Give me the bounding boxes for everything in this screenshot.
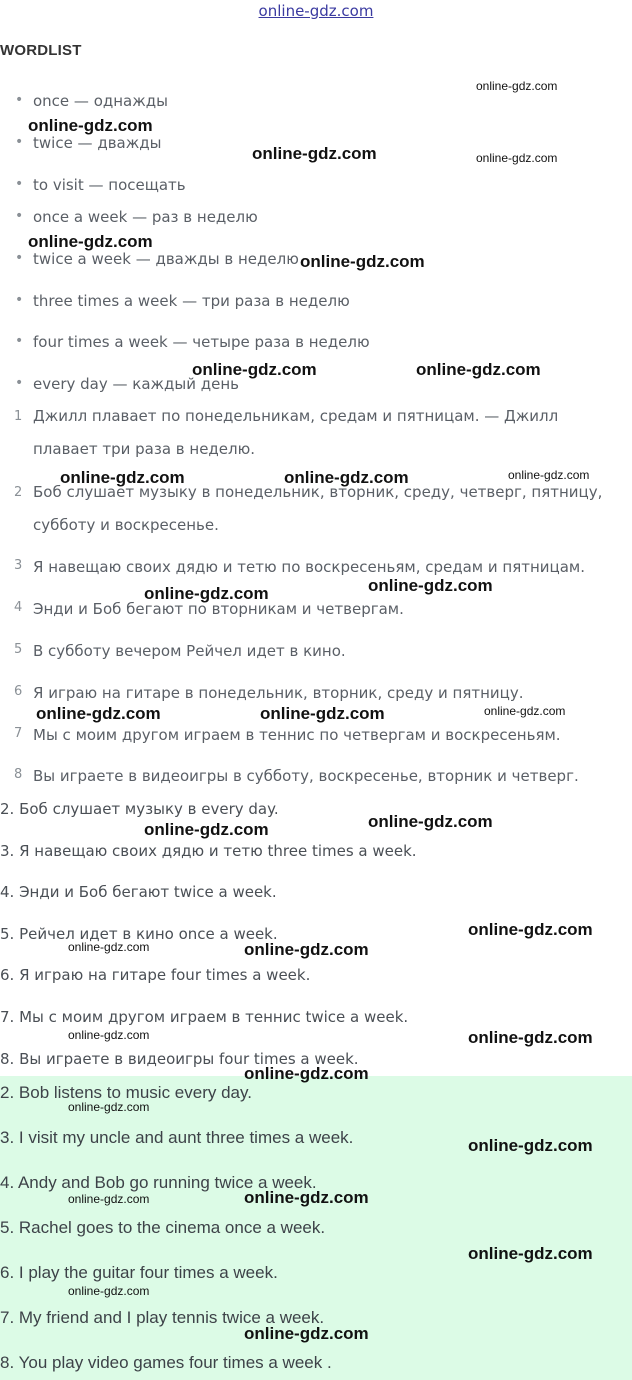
- watermark: online-gdz.com: [368, 576, 493, 595]
- bullet-icon: •: [15, 292, 24, 308]
- wordlist-item-text: once — однажды: [33, 92, 168, 110]
- watermark: online-gdz.com: [484, 704, 566, 718]
- watermark: online-gdz.com: [368, 812, 493, 831]
- bullet-icon: •: [15, 176, 24, 192]
- watermark: online-gdz.com: [468, 920, 593, 939]
- numbered-item: [14, 642, 346, 660]
- item-number: 1: [14, 409, 23, 424]
- bullet-icon: •: [15, 333, 24, 349]
- wordlist-title: WORDLIST: [0, 42, 82, 59]
- wordlist-item: [15, 176, 186, 194]
- item-text: Я играю на гитаре в понедельник, вторник, среду и пятницу.: [33, 684, 524, 702]
- bullet-icon: •: [15, 92, 24, 108]
- item-number: 7: [14, 726, 23, 741]
- watermark: online-gdz.com: [192, 360, 317, 379]
- wordlist-item-text: once a week — раз в неделю: [33, 208, 258, 226]
- answer-line: 4. Andy and Bob go running twice a week.: [0, 1173, 317, 1192]
- wordlist-item: [15, 134, 162, 152]
- numbered-item: [14, 726, 561, 744]
- watermark: online-gdz.com: [28, 232, 153, 251]
- item-number: 3: [14, 558, 23, 573]
- item-text: Джилл плавает по понедельникам, средам и пятницам. — Джилл плавает три раза в неделю.: [33, 407, 559, 458]
- wordlist-item-text: to visit — посещать: [33, 176, 186, 194]
- item-text: Вы играете в видеоигры в субботу, воскресенье, вторник и четверг.: [33, 767, 579, 785]
- watermark: online-gdz.com: [68, 1192, 150, 1206]
- watermark: online-gdz.com: [144, 820, 269, 839]
- bullet-icon: •: [15, 250, 24, 266]
- wordlist-item: [15, 208, 258, 226]
- wordlist-item: [15, 92, 168, 110]
- watermark: online-gdz.com: [144, 584, 269, 603]
- wordlist-item-text: twice — дважды: [33, 134, 162, 152]
- wordlist-item: [15, 292, 350, 310]
- watermark: online-gdz.com: [416, 360, 541, 379]
- wordlist-item-text: three times a week — три раза в неделю: [33, 292, 350, 310]
- item-number: 8: [14, 767, 23, 782]
- answer-line: 5. Rachel goes to the cinema once a week.: [0, 1218, 326, 1237]
- answer-line: 2. Боб слушает музыку в every day.: [0, 800, 279, 818]
- bullet-icon: •: [15, 375, 24, 391]
- item-number: 6: [14, 684, 23, 699]
- item-text: Мы с моим другом играем в теннис по четвергам и воскресеньям.: [33, 726, 561, 744]
- watermark: online-gdz.com: [68, 1284, 150, 1298]
- wordlist-item-text: every day — каждый день: [33, 375, 240, 393]
- watermark: online-gdz.com: [468, 1028, 593, 1047]
- item-number: 4: [14, 600, 23, 615]
- watermark: online-gdz.com: [476, 151, 558, 165]
- item-number: 2: [14, 485, 23, 500]
- watermark: online-gdz.com: [244, 1324, 369, 1343]
- answer-line: 7. Мы с моим другом играем в теннис twice a week.: [0, 1008, 409, 1026]
- answer-line: 6. Я играю на гитаре four times a week.: [0, 966, 311, 984]
- answer-line: 8. Вы играете в видеоигры four times a week.: [0, 1050, 359, 1068]
- answer-line: 8. You play video games four times a week .: [0, 1353, 332, 1372]
- answer-line: 6. I play the guitar four times a week.: [0, 1263, 278, 1282]
- watermark: online-gdz.com: [68, 1028, 150, 1042]
- watermark: online-gdz.com: [244, 940, 369, 959]
- wordlist-item: [15, 250, 299, 268]
- watermark: online-gdz.com: [68, 1100, 150, 1114]
- watermark: online-gdz.com: [476, 79, 558, 93]
- bullet-icon: •: [15, 208, 24, 224]
- watermark: online-gdz.com: [68, 940, 150, 954]
- answer-line: 4. Энди и Боб бегают twice a week.: [0, 883, 277, 901]
- wordlist-item-text: twice a week — дважды в неделю: [33, 250, 299, 268]
- item-text: Я навещаю своих дядю и тетю по воскресеньям, средам и пятницам.: [33, 558, 586, 576]
- answer-line: 3. Я навещаю своих дядю и тетю three times a week.: [0, 842, 417, 860]
- wordlist-item-text: four times a week — четыре раза в неделю: [33, 333, 370, 351]
- watermark: online-gdz.com: [468, 1136, 593, 1155]
- numbered-item: [14, 767, 579, 785]
- wordlist-item: [15, 333, 370, 351]
- watermark: online-gdz.com: [252, 144, 377, 163]
- answer-line: 2. Bob listens to music every day.: [0, 1083, 252, 1102]
- bullet-icon: •: [15, 134, 24, 150]
- answer-line: 3. I visit my uncle and aunt three times a week.: [0, 1128, 354, 1147]
- answer-line: 7. My friend and I play tennis twice a week.: [0, 1308, 325, 1327]
- watermark: online-gdz.com: [36, 704, 161, 723]
- item-text: В субботу вечером Рейчел идет в кино.: [33, 642, 346, 660]
- numbered-item: [14, 558, 586, 576]
- watermark: online-gdz.com: [300, 252, 425, 271]
- item-text: Боб слушает музыку в понедельник, вторник, среду, четверг, пятницу, субботу и воскресенье.: [33, 483, 603, 534]
- numbered-item: [14, 684, 524, 702]
- watermark: online-gdz.com: [284, 468, 409, 487]
- watermark: online-gdz.com: [508, 468, 590, 482]
- numbered-item: [14, 400, 623, 466]
- answer-line: 5. Рейчел идет в кино once a week.: [0, 925, 278, 943]
- item-text: Энди и Боб бегают по вторникам и четвергам.: [33, 600, 404, 618]
- watermark: online-gdz.com: [260, 704, 385, 723]
- watermark: online-gdz.com: [28, 116, 153, 135]
- watermark: online-gdz.com: [60, 468, 185, 487]
- watermark: online-gdz.com: [244, 1188, 369, 1207]
- watermark: online-gdz.com: [468, 1244, 593, 1263]
- watermark: online-gdz.com: [244, 1064, 369, 1083]
- item-number: 5: [14, 642, 23, 657]
- header-site-link[interactable]: online-gdz.com: [258, 2, 374, 20]
